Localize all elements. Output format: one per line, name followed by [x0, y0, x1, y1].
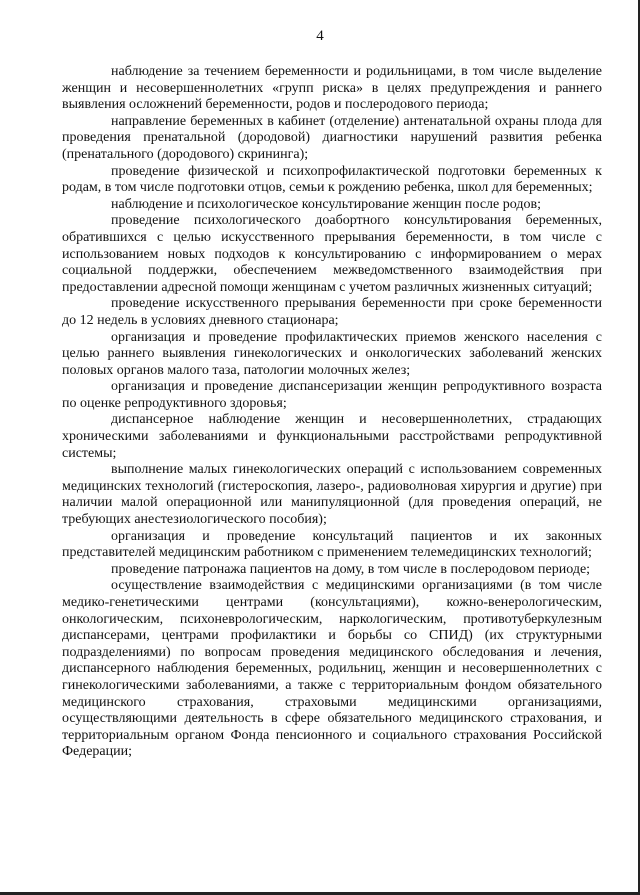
paragraph: выполнение малых гинекологических операций с использованием современных медицинских технологий (гистероскопия, лазеро-, радиоволновая хирургия и другие) при наличии малой операционной или манипуляционной (для проведения операций, не требующих анестезиологического пособия); [62, 462, 602, 528]
paragraph: организация и проведение профилактических приемов женского населения с целью раннего выявления гинекологических и онкологических заболеваний женских половых органов малого таза, патологии молочных желез; [62, 329, 602, 378]
paragraph: наблюдение за течением беременности и родильницами, в том числе выделение женщин и несовершеннолетних «групп риска» в целях предупреждения и раннего выявления осложнений беременности, родов и послеродового периода; [62, 64, 602, 113]
paragraph: проведение физической и психопрофилактической подготовки беременных к родам, в том числе подготовки отцов, семьи к рождению ребенка, школ для беременных; [62, 163, 602, 196]
paragraph: наблюдение и психологическое консультирование женщин после родов; [111, 196, 541, 212]
paragraph: осуществление взаимодействия с медицинскими организациями (в том числе медико-генетическими центрами (консультациями), кожно-венерологическим, онкологическим, психоневрологическим, наркологическим, противотуберкулезным диспансерами, центрами профилактики и борьбы со СПИД) (их структурными подразделениями) по вопросам проведения медицинского обследования и лечения, диспансерного наблюдения беременных, родильниц, женщин и несовершеннолетних с гинекологическими заболеваниями, а также с территориальным фондом обязательного медицинского страхования, страховыми медицинскими организациями, осуществляющими деятельность в сфере обязательного медицинского страхования, и территориальным органом Фонда пенсионного и социального страхования Российской Федерации; [62, 578, 602, 760]
document-body [62, 64, 602, 761]
paragraph: проведение патронажа пациентов на дому, в том числе в послеродовом периоде; [111, 561, 591, 577]
paragraph: проведение психологического доабортного консультирования беременных, обратившихся с целью искусственного прерывания беременности, в том числе с использованием новых подходов к консультированию с информированием о мерах социальной поддержки, обеспечением межведомственного взаимодействия при предоставлении адресной помощи женщинам с учетом различных жизненных ситуаций; [62, 213, 602, 295]
paragraph: диспансерное наблюдение женщин и несовершеннолетних, страдающих хроническими заболеваниями и функциональными расстройствами репродуктивной системы; [62, 412, 602, 461]
page-number: 4 [316, 28, 324, 44]
paragraph: организация и проведение диспансеризации женщин репродуктивного возраста по оценке репродуктивного здоровья; [62, 379, 602, 411]
paragraph: направление беременных в кабинет (отделение) антенатальной охраны плода для проведения пренатальной (дородовой) диагностики нарушений развития ребенка (пренатального (дородового) скрининга); [62, 113, 602, 162]
paragraph: организация и проведение консультаций пациентов и их законных представителей медицинским работником с применением телемедицинских технологий; [62, 528, 602, 561]
paragraph: проведение искусственного прерывания беременности при сроке беременности до 12 недель в условиях дневного стационара; [62, 296, 602, 328]
